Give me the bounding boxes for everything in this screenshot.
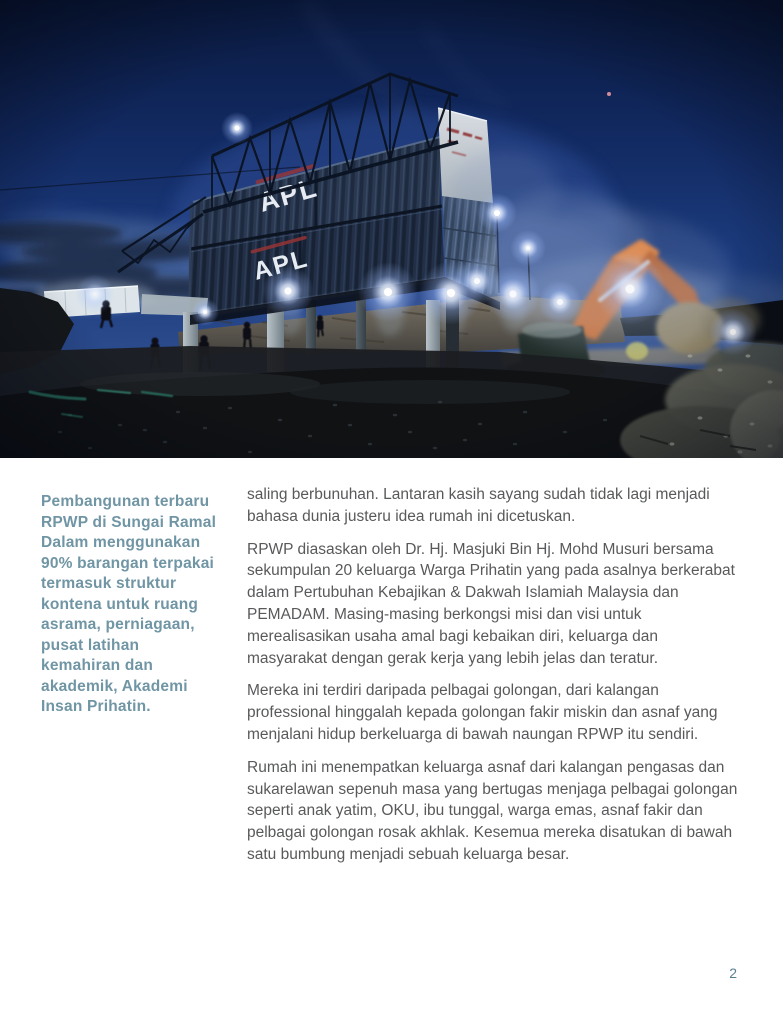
page-number: 2 — [729, 965, 737, 981]
pullquote-sidebar — [41, 492, 223, 718]
article-paragraph: Rumah ini menempatkan keluarga asnaf dari kalangan pengasas dan sukarelawan sepenuh masa yang bertugas menjaga pelbagai golongan seperti anak yatim, OKU, ibu tunggal, warga emas, asnaf fakir dan pelbagai golongan rosak akhlak. Kesemua mereka disatukan di bawah satu bumbung menjadi sebuah keluarga besar. — [247, 758, 738, 863]
article-paragraph: Mereka ini terdiri daripada pelbagai golongan, dari kalangan professional hinggalah kepada golongan fakir miskin dan asnaf yang menjalani hidup berkeluarga di bawah naungan RPWP itu sendiri. — [247, 682, 718, 743]
article-paragraph: saling berbunuhan. Lantaran kasih sayang sudah tidak lagi menjadi bahasa dunia justeru idea rumah ini dicetuskan. — [247, 486, 710, 525]
article-paragraph: RPWP diasaskan oleh Dr. Hj. Masjuki Bin Hj. Mohd Musuri bersama sekumpulan 20 keluarga Warga Prihatin yang pada asalnya berkerabat dalam Pertubuhan Kebajikan & Dakwah Islamiah Malaysia dan PEMADAM. Masing-masing berkongsi misi dan visi untuk merealisasikan usaha amal bagi kebaikan diri, keluarga dan masyarakat dengan gerak kerja yang lebih jelas dan teratur. — [247, 540, 735, 667]
hero-photo — [0, 0, 783, 458]
pullquote-text: Pembangunan terbaru RPWP di Sungai Ramal Dalam menggunakan 90% barangan terpakai termasuk struktur kontena untuk ruang asrama, perniagaan, pusat latihan kemahiran dan akademik, Akademi Insan Prihatin. — [41, 493, 217, 715]
dust-haze — [470, 210, 730, 330]
article-body — [247, 484, 739, 877]
